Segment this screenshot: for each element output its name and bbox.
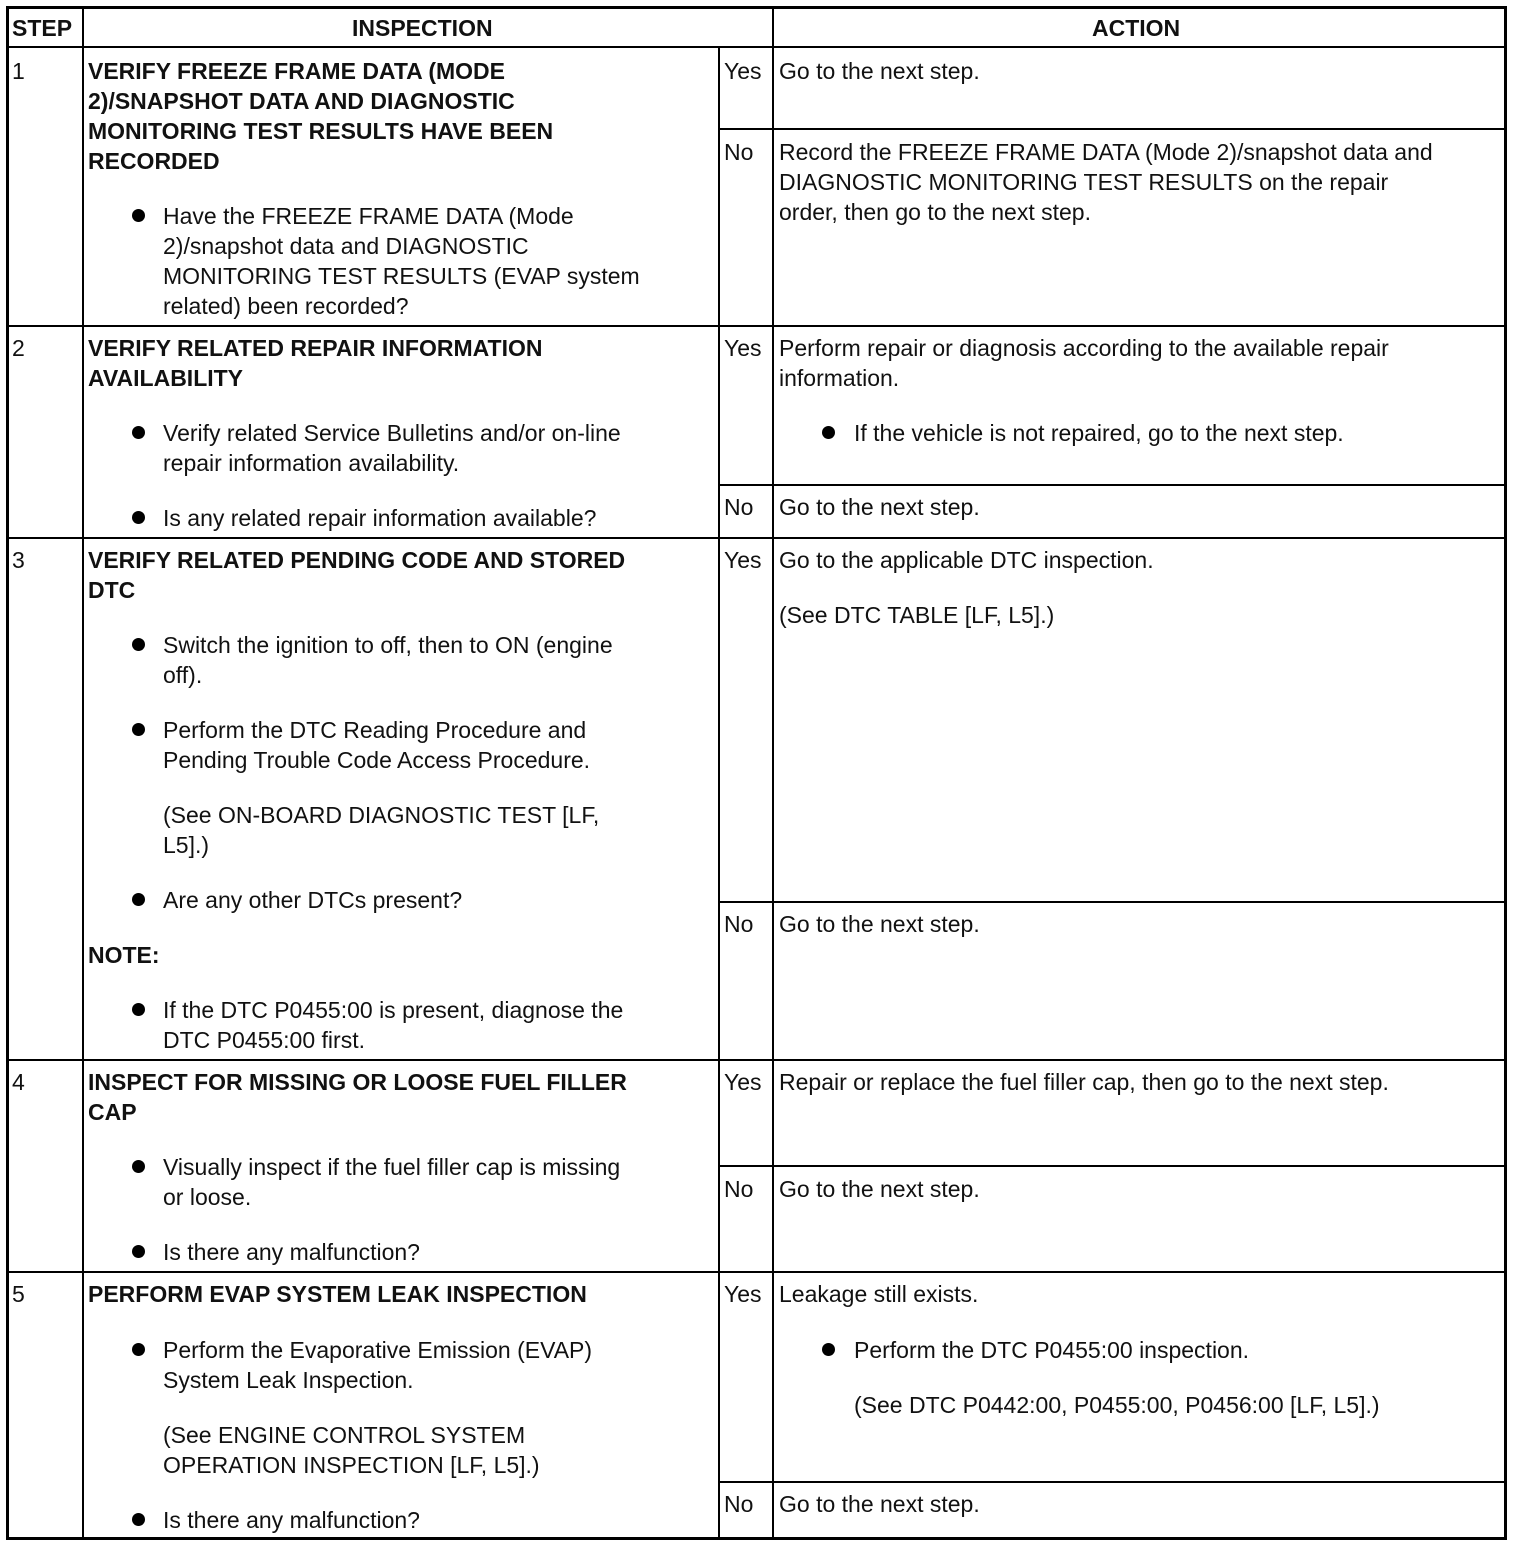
- action-text: Repair or replace the fuel filler cap, then go to the next step.: [779, 1069, 1389, 1095]
- yes-no-divider-3: [718, 901, 1505, 903]
- yes-no-divider-1: [718, 128, 1505, 130]
- bullet-text: 2)/snapshot data and DIAGNOSTIC: [163, 233, 529, 259]
- header-action: ACTION: [1092, 15, 1181, 41]
- bullet-icon: [132, 1160, 145, 1173]
- note-label: NOTE:: [88, 942, 160, 968]
- bullet-text: MONITORING TEST RESULTS (EVAP system: [163, 263, 640, 289]
- header-inspection: INSPECTION: [352, 15, 493, 41]
- bullet-text: or loose.: [163, 1184, 252, 1210]
- yes-label: Yes: [724, 1281, 762, 1307]
- bullet-icon: [822, 1343, 835, 1356]
- step-title-line: AVAILABILITY: [88, 365, 244, 391]
- reference-text: (See ENGINE CONTROL SYSTEM: [163, 1422, 526, 1448]
- bullet-text: Perform the DTC Reading Procedure and: [163, 717, 587, 743]
- row-divider-3: [8, 1059, 1505, 1061]
- bullet-text: repair information availability.: [163, 450, 460, 476]
- bullet-text: Visually inspect if the fuel filler cap is missing: [163, 1154, 621, 1180]
- bullet-text: DTC P0455:00 first.: [163, 1027, 365, 1053]
- bullet-text: If the DTC P0455:00 is present, diagnose the: [163, 997, 624, 1023]
- step-number: 3: [12, 547, 25, 573]
- step-number: 4: [12, 1069, 25, 1095]
- bullet-text: Are any other DTCs present?: [163, 887, 463, 913]
- bullet-text: Is there any malfunction?: [163, 1239, 420, 1265]
- bullet-text: Have the FREEZE FRAME DATA (Mode: [163, 203, 574, 229]
- no-label: No: [724, 911, 754, 937]
- header-divider: [8, 46, 1505, 48]
- step-title-line: INSPECT FOR MISSING OR LOOSE FUEL FILLER: [88, 1069, 627, 1095]
- no-label: No: [724, 1491, 754, 1517]
- action-bullet-text: Perform the DTC P0455:00 inspection.: [854, 1337, 1250, 1363]
- action-text: Go to the next step.: [779, 58, 980, 84]
- step-title-line: VERIFY RELATED REPAIR INFORMATION: [88, 335, 543, 361]
- reference-text: L5].): [163, 832, 210, 858]
- reference-text: (See DTC P0442:00, P0455:00, P0456:00 [LF, L5].): [854, 1392, 1380, 1418]
- yes-no-divider-4: [718, 1165, 1505, 1167]
- action-bullet-text: If the vehicle is not repaired, go to the next step.: [854, 420, 1344, 446]
- step-title-line: MONITORING TEST RESULTS HAVE BEEN: [88, 118, 554, 144]
- bullet-icon: [132, 1343, 145, 1356]
- bullet-icon: [132, 893, 145, 906]
- action-text: order, then go to the next step.: [779, 199, 1091, 225]
- reference-text: (See DTC TABLE [LF, L5].): [779, 602, 1055, 628]
- bullet-text: related) been recorded?: [163, 293, 409, 319]
- step-title-line: PERFORM EVAP SYSTEM LEAK INSPECTION: [88, 1281, 587, 1307]
- column-divider-action: [772, 8, 774, 1539]
- bullet-text: Is there any malfunction?: [163, 1507, 420, 1533]
- column-divider-step: [82, 8, 84, 1539]
- step-title-line: VERIFY RELATED PENDING CODE AND STORED: [88, 547, 626, 573]
- action-text: Go to the next step.: [779, 911, 980, 937]
- action-text: Go to the next step.: [779, 1491, 980, 1517]
- bullet-text: Pending Trouble Code Access Procedure.: [163, 747, 591, 773]
- row-divider-1: [8, 325, 1505, 327]
- bullet-text: Verify related Service Bulletins and/or on-line: [163, 420, 621, 446]
- bullet-icon: [132, 723, 145, 736]
- action-text: Record the FREEZE FRAME DATA (Mode 2)/snapshot data and: [779, 139, 1433, 165]
- step-title-line: VERIFY FREEZE FRAME DATA (MODE: [88, 58, 505, 84]
- action-text: Leakage still exists.: [779, 1281, 979, 1307]
- yes-label: Yes: [724, 335, 762, 361]
- action-text: Go to the next step.: [779, 1176, 980, 1202]
- bullet-icon: [132, 1003, 145, 1016]
- step-number: 1: [12, 58, 25, 84]
- bullet-text: Switch the ignition to off, then to ON (engine: [163, 632, 613, 658]
- bullet-icon: [132, 1245, 145, 1258]
- step-number: 2: [12, 335, 25, 361]
- yes-label: Yes: [724, 1069, 762, 1095]
- step-title-line: CAP: [88, 1099, 137, 1125]
- no-label: No: [724, 494, 754, 520]
- bullet-icon: [132, 511, 145, 524]
- yes-no-divider-5: [718, 1481, 1505, 1483]
- action-text: DIAGNOSTIC MONITORING TEST RESULTS on the repair: [779, 169, 1389, 195]
- action-text: Go to the next step.: [779, 494, 980, 520]
- action-text: Perform repair or diagnosis according to the available repair: [779, 335, 1389, 361]
- bullet-icon: [132, 1513, 145, 1526]
- step-title-line: DTC: [88, 577, 136, 603]
- yes-label: Yes: [724, 58, 762, 84]
- bullet-text: Perform the Evaporative Emission (EVAP): [163, 1337, 593, 1363]
- step-title-line: 2)/SNAPSHOT DATA AND DIAGNOSTIC: [88, 88, 515, 114]
- column-divider-yesno: [718, 48, 720, 1539]
- no-label: No: [724, 139, 754, 165]
- step-number: 5: [12, 1281, 25, 1307]
- bullet-icon: [132, 426, 145, 439]
- bullet-text: System Leak Inspection.: [163, 1367, 414, 1393]
- yes-label: Yes: [724, 547, 762, 573]
- bullet-icon: [132, 638, 145, 651]
- header-step: STEP: [12, 15, 73, 41]
- reference-text: (See ON-BOARD DIAGNOSTIC TEST [LF,: [163, 802, 600, 828]
- bullet-text: Is any related repair information available?: [163, 505, 597, 531]
- no-label: No: [724, 1176, 754, 1202]
- bullet-icon: [132, 209, 145, 222]
- action-text: Go to the applicable DTC inspection.: [779, 547, 1154, 573]
- yes-no-divider-2: [718, 484, 1505, 486]
- row-divider-2: [8, 537, 1505, 539]
- reference-text: OPERATION INSPECTION [LF, L5].): [163, 1452, 540, 1478]
- bullet-icon: [822, 426, 835, 439]
- bullet-text: off).: [163, 662, 203, 688]
- step-title-line: RECORDED: [88, 148, 220, 174]
- action-text: information.: [779, 365, 900, 391]
- row-divider-4: [8, 1271, 1505, 1273]
